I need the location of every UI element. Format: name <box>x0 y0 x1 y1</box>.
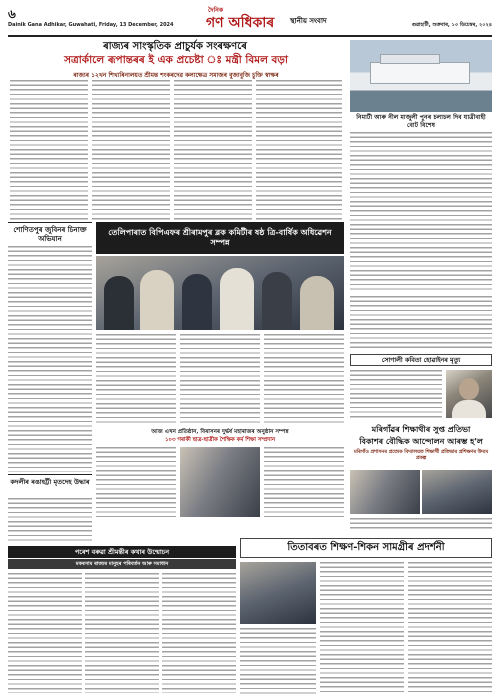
lead-subheadline: ৰাজ্যৰ ১২খন শিখ্যৰিনালয়ত শ্ৰীমন্ত শংকৰদেৱ কলাক্ষেত্ৰ সমাজৰ বুজাবুজি চুক্তি স্বাক্ষৰ <box>73 72 279 79</box>
header-rule <box>8 35 492 37</box>
middle-right-photo-1 <box>350 470 420 514</box>
date-assamese: গুৱাহাটী, শুক্ৰবাৰ, ১৩ ডিচেম্বৰ, ২০২৪ <box>411 22 492 28</box>
bottom-left-banner <box>8 546 236 558</box>
center-sub-body-col1 <box>96 447 176 517</box>
center-body-col3 <box>264 334 344 424</box>
left-divider-2 <box>8 474 92 475</box>
bottom-right-photo <box>240 562 316 624</box>
middle-right-headline-2: বিকাশৰ বৌদ্ধিক আন্দোলন আৰম্ভ হ'ল <box>359 436 483 446</box>
left-divider <box>8 222 92 223</box>
bottom-left-body-col3 <box>162 573 236 693</box>
section-label: স্থানীয় সংবাদ <box>290 17 327 25</box>
masthead-logo: গণ অধিকাৰ <box>206 15 275 31</box>
center-headline: তেলিপাৰাত বিপিএফৰ শ্ৰীৰামপুৰ ব্লক কমিটীৰ ষষ্ঠ ত্ৰি-বাৰ্ষিক অধিৱেশন সম্পন্ন <box>108 227 332 247</box>
lead-body-col2 <box>92 80 170 220</box>
right-story2-body <box>350 370 442 418</box>
english-dateline: Dainik Gana Adhikar, Guwahati, Friday, 13 December, 2024 <box>8 22 174 28</box>
center-sub-subline: ১০৩ গৰাকী ছাত্ৰ-ছাত্ৰীক শৈক্ষিক কৰ্ম শিক্ষা সম্প্ৰদান <box>164 437 276 443</box>
center-sub-headline: আজ এখন প্ৰতিষ্ঠান, বিৰাসনৰ দুৰ্দ্ধৰ্ষ মহাৰাজৰ অনুষ্ঠান সম্পন্ন <box>151 429 289 435</box>
lead-body-col3 <box>174 80 252 220</box>
bottom-left-subbanner <box>8 559 236 569</box>
middle-right-body <box>350 518 492 532</box>
center-headline-banner <box>96 222 344 254</box>
ship-photo <box>350 40 492 112</box>
lead-headline: সত্ৰাৰ্কালে ৰূপান্তৰৰ ই এক প্ৰচেষ্টা ঃ মন্ত্ৰী বিমল বড়া <box>64 54 288 66</box>
center-body-col1 <box>96 334 176 424</box>
middle-right-headline-3: মৰিগাঁও প্ৰশাসনৰ প্ৰত্যেক বিদ্যালয়ত শিক্ষাৰ্থী প্ৰতিভাৰ প্ৰশিক্ষণৰ উদ্যম প্ৰকল্প <box>353 449 488 461</box>
obituary-photo <box>446 370 492 418</box>
lead-body-col1 <box>10 80 88 220</box>
ship-headline: নিমাটী আৰু নীল মাজুলী পুনৰ চলাচল দিব যাত্ৰীবাহী বোট বিশেষ <box>356 114 486 129</box>
middle-right-photo-2 <box>422 470 492 514</box>
bottom-right-headline-box <box>240 538 492 558</box>
center-sub-photo <box>180 447 260 517</box>
bottom-left-banner-text: পৰেশ বৰুৱা শ্ৰীমন্তীৰ কথাৰ উন্মোচন <box>74 548 170 556</box>
bottom-left-subbanner-text: মকৰসাম ৰাজ্যৰ মানুহৰ পৰিবৰ্তন আৰু সমাধান <box>75 561 169 567</box>
page-number: ৬ <box>8 7 16 21</box>
middle-right-headline-1: মৰিগাঁৱৰ শিক্ষাথীৰ সুপ্ত প্ৰতিভা <box>371 424 471 434</box>
bottom-right-headline: তিতাবৰত শিক্ষণ-শিকন সামগ্ৰীৰ প্ৰদৰ্শনী <box>287 542 445 553</box>
page-header <box>8 4 492 38</box>
bottom-right-body-col3 <box>408 562 492 694</box>
bottom-left-body-col1 <box>8 573 82 693</box>
center-body-col2 <box>180 334 260 424</box>
center-photo <box>96 256 344 330</box>
right-story2-headline: সোণালী কবিতা হোৱাইনৰ মৃত্যু <box>381 356 461 364</box>
lead-body-col4 <box>256 80 342 220</box>
left-story1-headline: শোণিতপুৰ জুবিনৰ চিনাক্ত অভিযান <box>13 225 87 243</box>
bottom-right-body-col1 <box>240 628 316 694</box>
lead-kicker: ৰাজ্যৰ সাংস্কৃতিক প্ৰাচুৰ্যক সংৰক্ষণৰে <box>103 41 247 52</box>
left-story1-body <box>8 246 92 472</box>
right-col-body1 <box>350 296 492 350</box>
right-story2-headline-box <box>350 354 492 366</box>
bottom-left-body-col2 <box>85 573 159 693</box>
left-story2-body <box>8 498 92 542</box>
left-story2-headline: কদলীৰ ৰঙাহট্টী মৃতদেহ উদ্ধাৰ <box>10 478 90 486</box>
bottom-right-body-col2 <box>320 562 404 694</box>
masthead-top: দৈনিক <box>208 7 224 14</box>
center-sub-body-col3 <box>264 447 344 517</box>
ship-body <box>350 132 492 292</box>
